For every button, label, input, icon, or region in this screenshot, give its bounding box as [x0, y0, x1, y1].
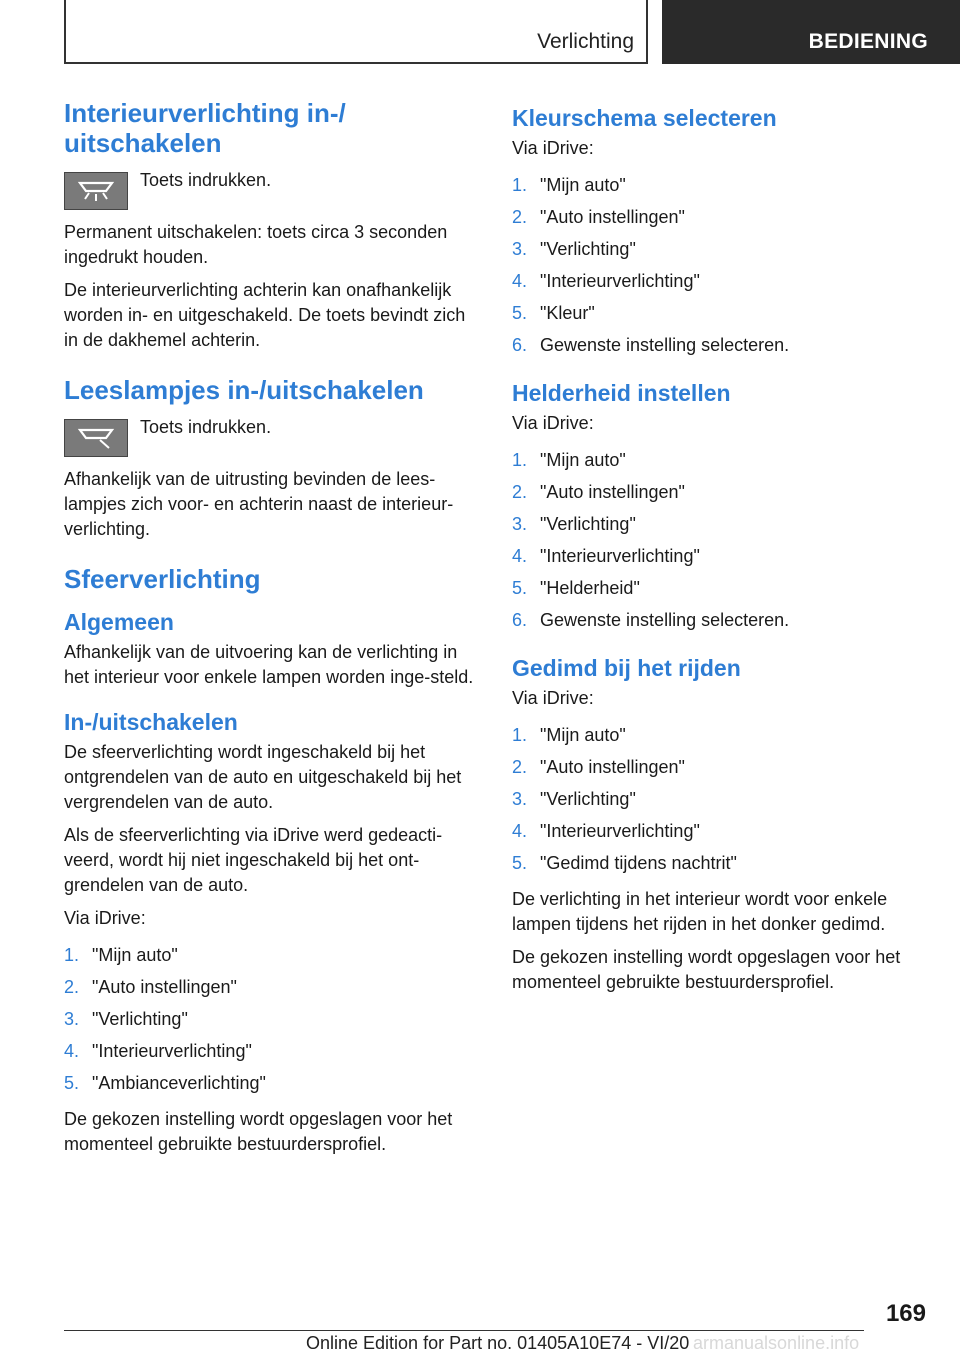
onoff-paragraph-1: De sfeerverlichting wordt ingeschakeld bij het ontgrendelen van de auto en uitgeschakeld bij het vergrendelen van de auto.	[64, 742, 462, 812]
list-item: 3. "Verlichting"	[512, 239, 636, 259]
header-section-title: Verlichting	[537, 30, 634, 53]
list-item: 4. "Interieurverlichting"	[64, 1041, 252, 1061]
watermark: armanualsonline.info	[693, 1333, 860, 1353]
reading-light-button-icon	[64, 419, 128, 457]
heading-dimmed-driving: Gedimd bij het rijden	[512, 655, 741, 681]
list-item: 2. "Auto instellingen"	[512, 207, 685, 227]
list-item: 1. "Mijn auto"	[512, 175, 626, 195]
interior-paragraph-2: De interieurverlichting achterin kan onafhankelijk worden in- en uitgeschakeld. De toets bevindt zich in de dakhemel achterin.	[64, 280, 466, 350]
reading-icon-row	[64, 415, 480, 457]
list-item: 4. "Interieurverlichting"	[512, 546, 700, 566]
heading-interior-light: Interieurverlichting in-/ uitschakelen	[64, 98, 346, 158]
list-item: 4. "Interieurverlichting"	[512, 821, 700, 841]
list-item: 5. "Gedimd tijdens nachtrit"	[512, 853, 737, 873]
dimmed-paragraph-2: De gekozen instelling wordt opgeslagen voor het momenteel gebruikte bestuurdersprofiel.	[512, 947, 901, 992]
footer-edition: Online Edition for Part no. 01405A10E74 - VI/20	[306, 1333, 690, 1353]
list-item: 3. "Verlichting"	[512, 514, 636, 534]
footer-divider	[64, 1330, 864, 1331]
list-item: 2. "Auto instellingen"	[512, 757, 685, 777]
reading-icon-caption: Toets indrukken.	[140, 417, 272, 437]
color-via-idrive: Via iDrive:	[512, 138, 594, 158]
heading-brightness: Helderheid instellen	[512, 380, 731, 406]
dimmed-paragraph-1: De verlichting in het interieur wordt voor enkele lampen tijdens het rijden in het donker gedimd.	[512, 889, 888, 934]
list-item: 5. "Helderheid"	[512, 578, 640, 598]
heading-reading-lights: Leeslampjes in-/uitschakelen	[64, 375, 424, 405]
onoff-paragraph-2: Als de sfeerverlichting via iDrive werd gedeacti-veerd, wordt hij niet ingeschakeld bij het ont-grendelen van de auto.	[64, 825, 443, 895]
header-chapter-tab: BEDIENING	[662, 0, 960, 64]
list-item: 1. "Mijn auto"	[512, 450, 626, 470]
list-item: 5. "Ambianceverlichting"	[64, 1073, 266, 1093]
list-item: 4. "Interieurverlichting"	[512, 271, 700, 291]
color-steps-list	[512, 169, 932, 361]
heading-general: Algemeen	[64, 609, 174, 635]
heading-ambient-light: Sfeerverlichting	[64, 564, 261, 594]
dimmed-steps-list	[512, 719, 932, 879]
interior-icon-row	[64, 168, 480, 210]
general-paragraph-1: Afhankelijk van de uitvoering kan de verlichting in het interieur voor enkele lampen worden inge-steld.	[64, 642, 474, 687]
page-number: 169	[885, 1300, 926, 1327]
list-item: 6. Gewenste instelling selecteren.	[512, 335, 790, 355]
brightness-via-idrive: Via iDrive:	[512, 413, 594, 433]
list-item: 3. "Verlichting"	[512, 789, 636, 809]
right-column	[512, 98, 932, 1003]
list-item: 2. "Auto instellingen"	[64, 977, 237, 997]
onoff-via-idrive: Via iDrive:	[64, 908, 146, 928]
brightness-steps-list	[512, 444, 932, 636]
interior-paragraph-1: Permanent uitschakelen: toets circa 3 seconden ingedrukt houden.	[64, 222, 448, 267]
left-column	[64, 98, 480, 1165]
dimmed-via-idrive: Via iDrive:	[512, 688, 594, 708]
interior-light-button-icon	[64, 172, 128, 210]
list-item: 2. "Auto instellingen"	[512, 482, 685, 502]
list-item: 1. "Mijn auto"	[64, 945, 178, 965]
list-item: 5. "Kleur"	[512, 303, 595, 323]
list-item: 3. "Verlichting"	[64, 1009, 188, 1029]
reading-paragraph-1: Afhankelijk van de uitrusting bevinden de lees-lampjes zich voor- en achterin naast de interieur-verlichting.	[64, 469, 454, 539]
list-item: 6. Gewenste instelling selecteren.	[512, 610, 790, 630]
onoff-steps-list	[64, 939, 480, 1099]
onoff-paragraph-3: De gekozen instelling wordt opgeslagen voor het momenteel gebruikte bestuurdersprofiel.	[64, 1109, 453, 1154]
interior-icon-caption: Toets indrukken.	[140, 170, 272, 190]
heading-on-off: In-/uitschakelen	[64, 709, 238, 735]
heading-color-scheme: Kleurschema selecteren	[512, 105, 777, 131]
list-item: 1. "Mijn auto"	[512, 725, 626, 745]
